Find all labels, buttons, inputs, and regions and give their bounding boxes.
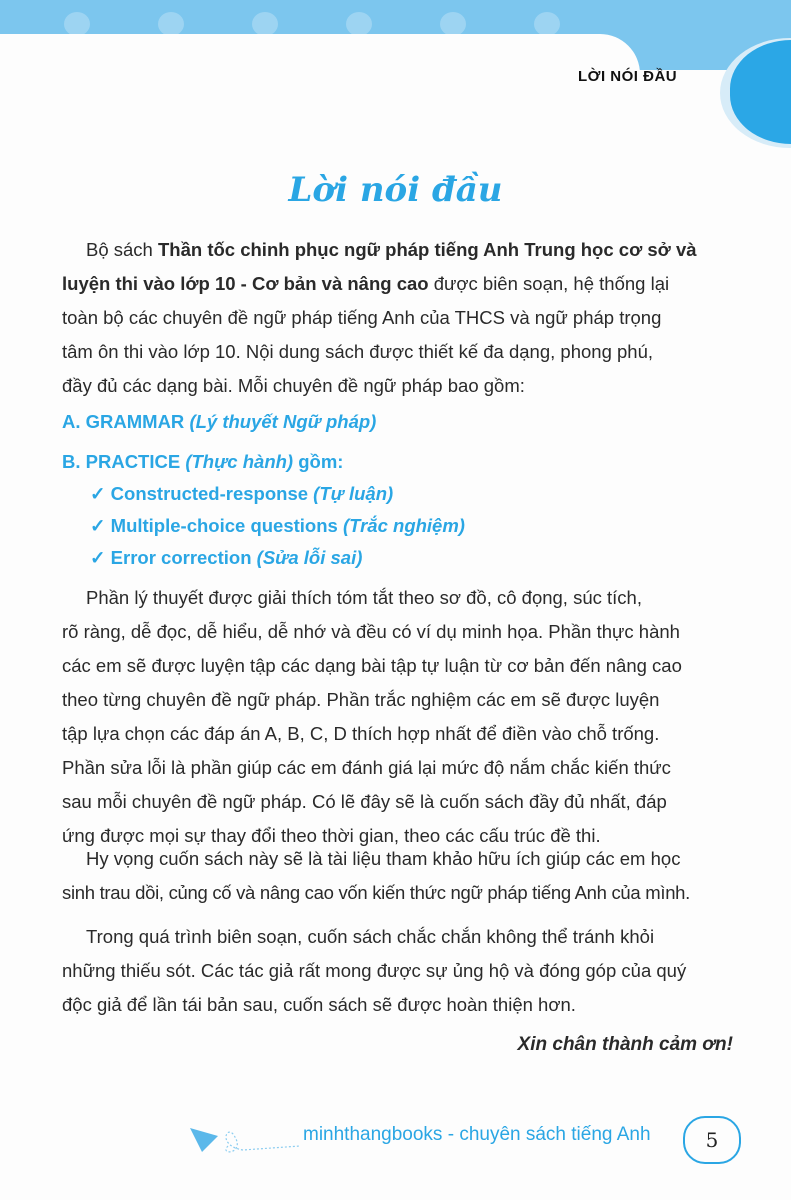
text: được biên soạn, hệ thống lại	[428, 273, 670, 294]
note: (Lý thuyết Ngữ pháp)	[189, 411, 377, 432]
label: A. GRAMMAR	[62, 411, 190, 432]
book-title: Thần tốc chinh phục ngữ pháp tiếng Anh Trung học cơ sở và	[158, 239, 697, 260]
text-line: Phần lý thuyết được giải thích tóm tắt theo sơ đồ, cô đọng, súc tích,	[86, 587, 642, 608]
text-line: độc giả để lần tái bản sau, cuốn sách sẽ được hoàn thiện hơn.	[62, 994, 576, 1015]
book-title: luyện thi vào lớp 10 - Cơ bản và nâng cao	[62, 273, 429, 294]
text-line: các em sẽ được luyện tập các dạng bài tập tự luận từ cơ bản đến nâng cao	[62, 655, 682, 676]
decor-dot	[252, 12, 278, 36]
text-line: toàn bộ các chuyên đề ngữ pháp tiếng Anh của THCS và ngữ pháp trọng	[62, 307, 662, 328]
check-icon: ✓	[90, 515, 106, 536]
text-line: Hy vọng cuốn sách này sẽ là tài liệu tham khảo hữu ích giúp các em học	[86, 848, 681, 869]
note: (Thực hành)	[185, 451, 294, 472]
closing-text: Xin chân thành cảm ơn!	[517, 1034, 733, 1055]
note: (Trắc nghiệm)	[342, 515, 465, 536]
decor-dot	[534, 12, 560, 36]
text-line: rõ ràng, dễ đọc, dễ hiểu, dễ nhớ và đều có ví dụ minh họa. Phần thực hành	[62, 621, 680, 642]
running-header: LỜI NÓI ĐẦU	[578, 68, 678, 85]
label: Constructed-response	[110, 483, 314, 504]
footer-text: minhthangbooks - chuyên sách tiếng Anh	[303, 1124, 651, 1145]
practice-item	[90, 482, 393, 506]
text-line: Trong quá trình biên soạn, cuốn sách chắc chắn không thể tránh khỏi	[86, 926, 655, 947]
decor-dot	[440, 12, 466, 36]
decor-dot	[158, 12, 184, 36]
text-line: Phần sửa lỗi là phần giúp các em đánh giá lại mức độ nắm chắc kiến thức	[62, 757, 671, 778]
decor-dot	[64, 12, 90, 36]
text-line: tập lựa chọn các đáp án A, B, C, D thích hợp nhất để điền vào chỗ trống.	[62, 723, 660, 744]
label: B. PRACTICE	[62, 451, 186, 472]
text-line	[86, 238, 697, 262]
practice-item	[90, 546, 362, 570]
text-line: tâm ôn thi vào lớp 10. Nội dung sách được thiết kế đa dạng, phong phú,	[62, 341, 654, 362]
label: Error correction	[110, 547, 257, 568]
section-a	[62, 410, 376, 434]
text-line	[62, 272, 669, 296]
check-icon: ✓	[90, 483, 106, 504]
page-number: 5	[683, 1116, 741, 1164]
decor-dot	[346, 12, 372, 36]
check-icon: ✓	[90, 547, 106, 568]
practice-item	[90, 514, 465, 538]
text-line: đầy đủ các dạng bài. Mỗi chuyên đề ngữ pháp bao gồm:	[62, 375, 525, 396]
text-line: sau mỗi chuyên đề ngữ pháp. Có lẽ đây sẽ là cuốn sách đầy đủ nhất, đáp	[62, 791, 667, 812]
paper-plane-icon	[188, 1126, 303, 1156]
section-b	[62, 450, 343, 474]
text: Bộ sách	[86, 239, 158, 260]
text-line: sinh trau dồi, củng cố và nâng cao vốn kiến thức ngữ pháp tiếng Anh của mình.	[62, 882, 691, 903]
label: Multiple-choice questions	[110, 515, 343, 536]
page-title: Lời nói đầu	[288, 170, 503, 210]
text-line: theo từng chuyên đề ngữ pháp. Phần trắc nghiệm các em sẽ được luyện	[62, 689, 660, 710]
text-line: những thiếu sót. Các tác giả rất mong được sự ủng hộ và đóng góp của quý	[62, 960, 687, 981]
note: (Sửa lỗi sai)	[256, 547, 363, 568]
suffix: gồm:	[293, 451, 344, 472]
text-line: ứng được mọi sự thay đổi theo thời gian, theo các cấu trúc đề thi.	[62, 825, 601, 846]
note: (Tự luận)	[313, 483, 394, 504]
